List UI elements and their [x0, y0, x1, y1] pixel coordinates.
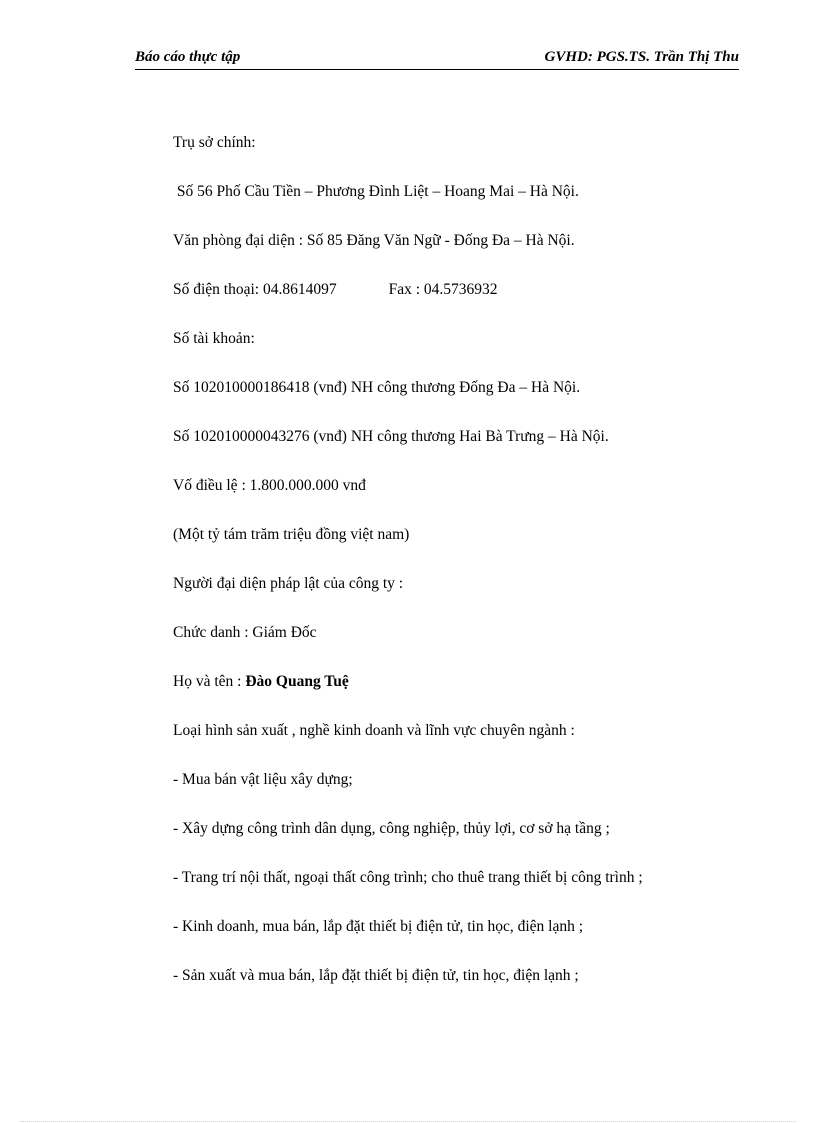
- charter-capital: Vố điều lệ : 1.800.000.000 vnđ: [173, 477, 366, 494]
- legal-representative-heading: Người đại diện pháp lật của công ty :: [173, 575, 404, 592]
- bank-account-2: Số 102010000043276 (vnđ) NH công thương Hai Bà Trưng – Hà Nội.: [173, 428, 609, 445]
- bank-account-1: Số 102010000186418 (vnđ) NH công thương Đống Đa – Hà Nội.: [173, 379, 581, 396]
- representative-name-line: [173, 670, 753, 719]
- representative-name-label: Họ và tên :: [173, 673, 246, 690]
- representative-name: Đào Quang Tuệ: [245, 673, 349, 690]
- business-scope-heading: Loại hình sản xuất , nghề kinh doanh và lĩnh vực chuyên ngành :: [173, 722, 575, 739]
- contact-line: [173, 278, 753, 327]
- business-item: - Kinh doanh, mua bán, lắp đặt thiết bị điện tử, tin học, điện lạnh ;: [173, 918, 584, 935]
- page-bottom-divider: [20, 1121, 796, 1122]
- fax-number: Fax : 04.5736932: [388, 281, 498, 298]
- business-item: - Mua bán vật liệu xây dựng;: [173, 771, 353, 788]
- page-header: [135, 49, 739, 70]
- business-item: - Trang trí nội thất, ngoại thất công trình; cho thuê trang thiết bị công trình ;: [173, 869, 643, 886]
- head-office-address: Số 56 Phố Cầu Tiền – Phương Đình Liệt – Hoang Mai – Hà Nội.: [173, 183, 579, 200]
- representative-office: Văn phòng đại diện : Số 85 Đăng Văn Ngữ - Đống Đa – Hà Nội.: [173, 232, 575, 249]
- document-body: [173, 131, 753, 1013]
- business-item: - Sản xuất và mua bán, lắp đặt thiết bị điện tử, tin học, điện lạnh ;: [173, 967, 579, 984]
- representative-position: Chức danh : Giám Đốc: [173, 624, 317, 641]
- head-office-label: Trụ sở chính:: [173, 134, 256, 151]
- header-supervisor: GVHD: PGS.TS. Trần Thị Thu: [544, 49, 739, 65]
- charter-capital-words: (Một tỷ tám trăm triệu đồng việt nam): [173, 526, 410, 543]
- phone-number: Số điện thoại: 04.8614097: [173, 281, 337, 298]
- header-report-title: Báo cáo thực tập: [135, 49, 241, 65]
- account-heading: Số tài khoản:: [173, 330, 255, 347]
- business-item: - Xây dựng công trình dân dụng, công nghiệp, thủy lợi, cơ sở hạ tầng ;: [173, 820, 610, 837]
